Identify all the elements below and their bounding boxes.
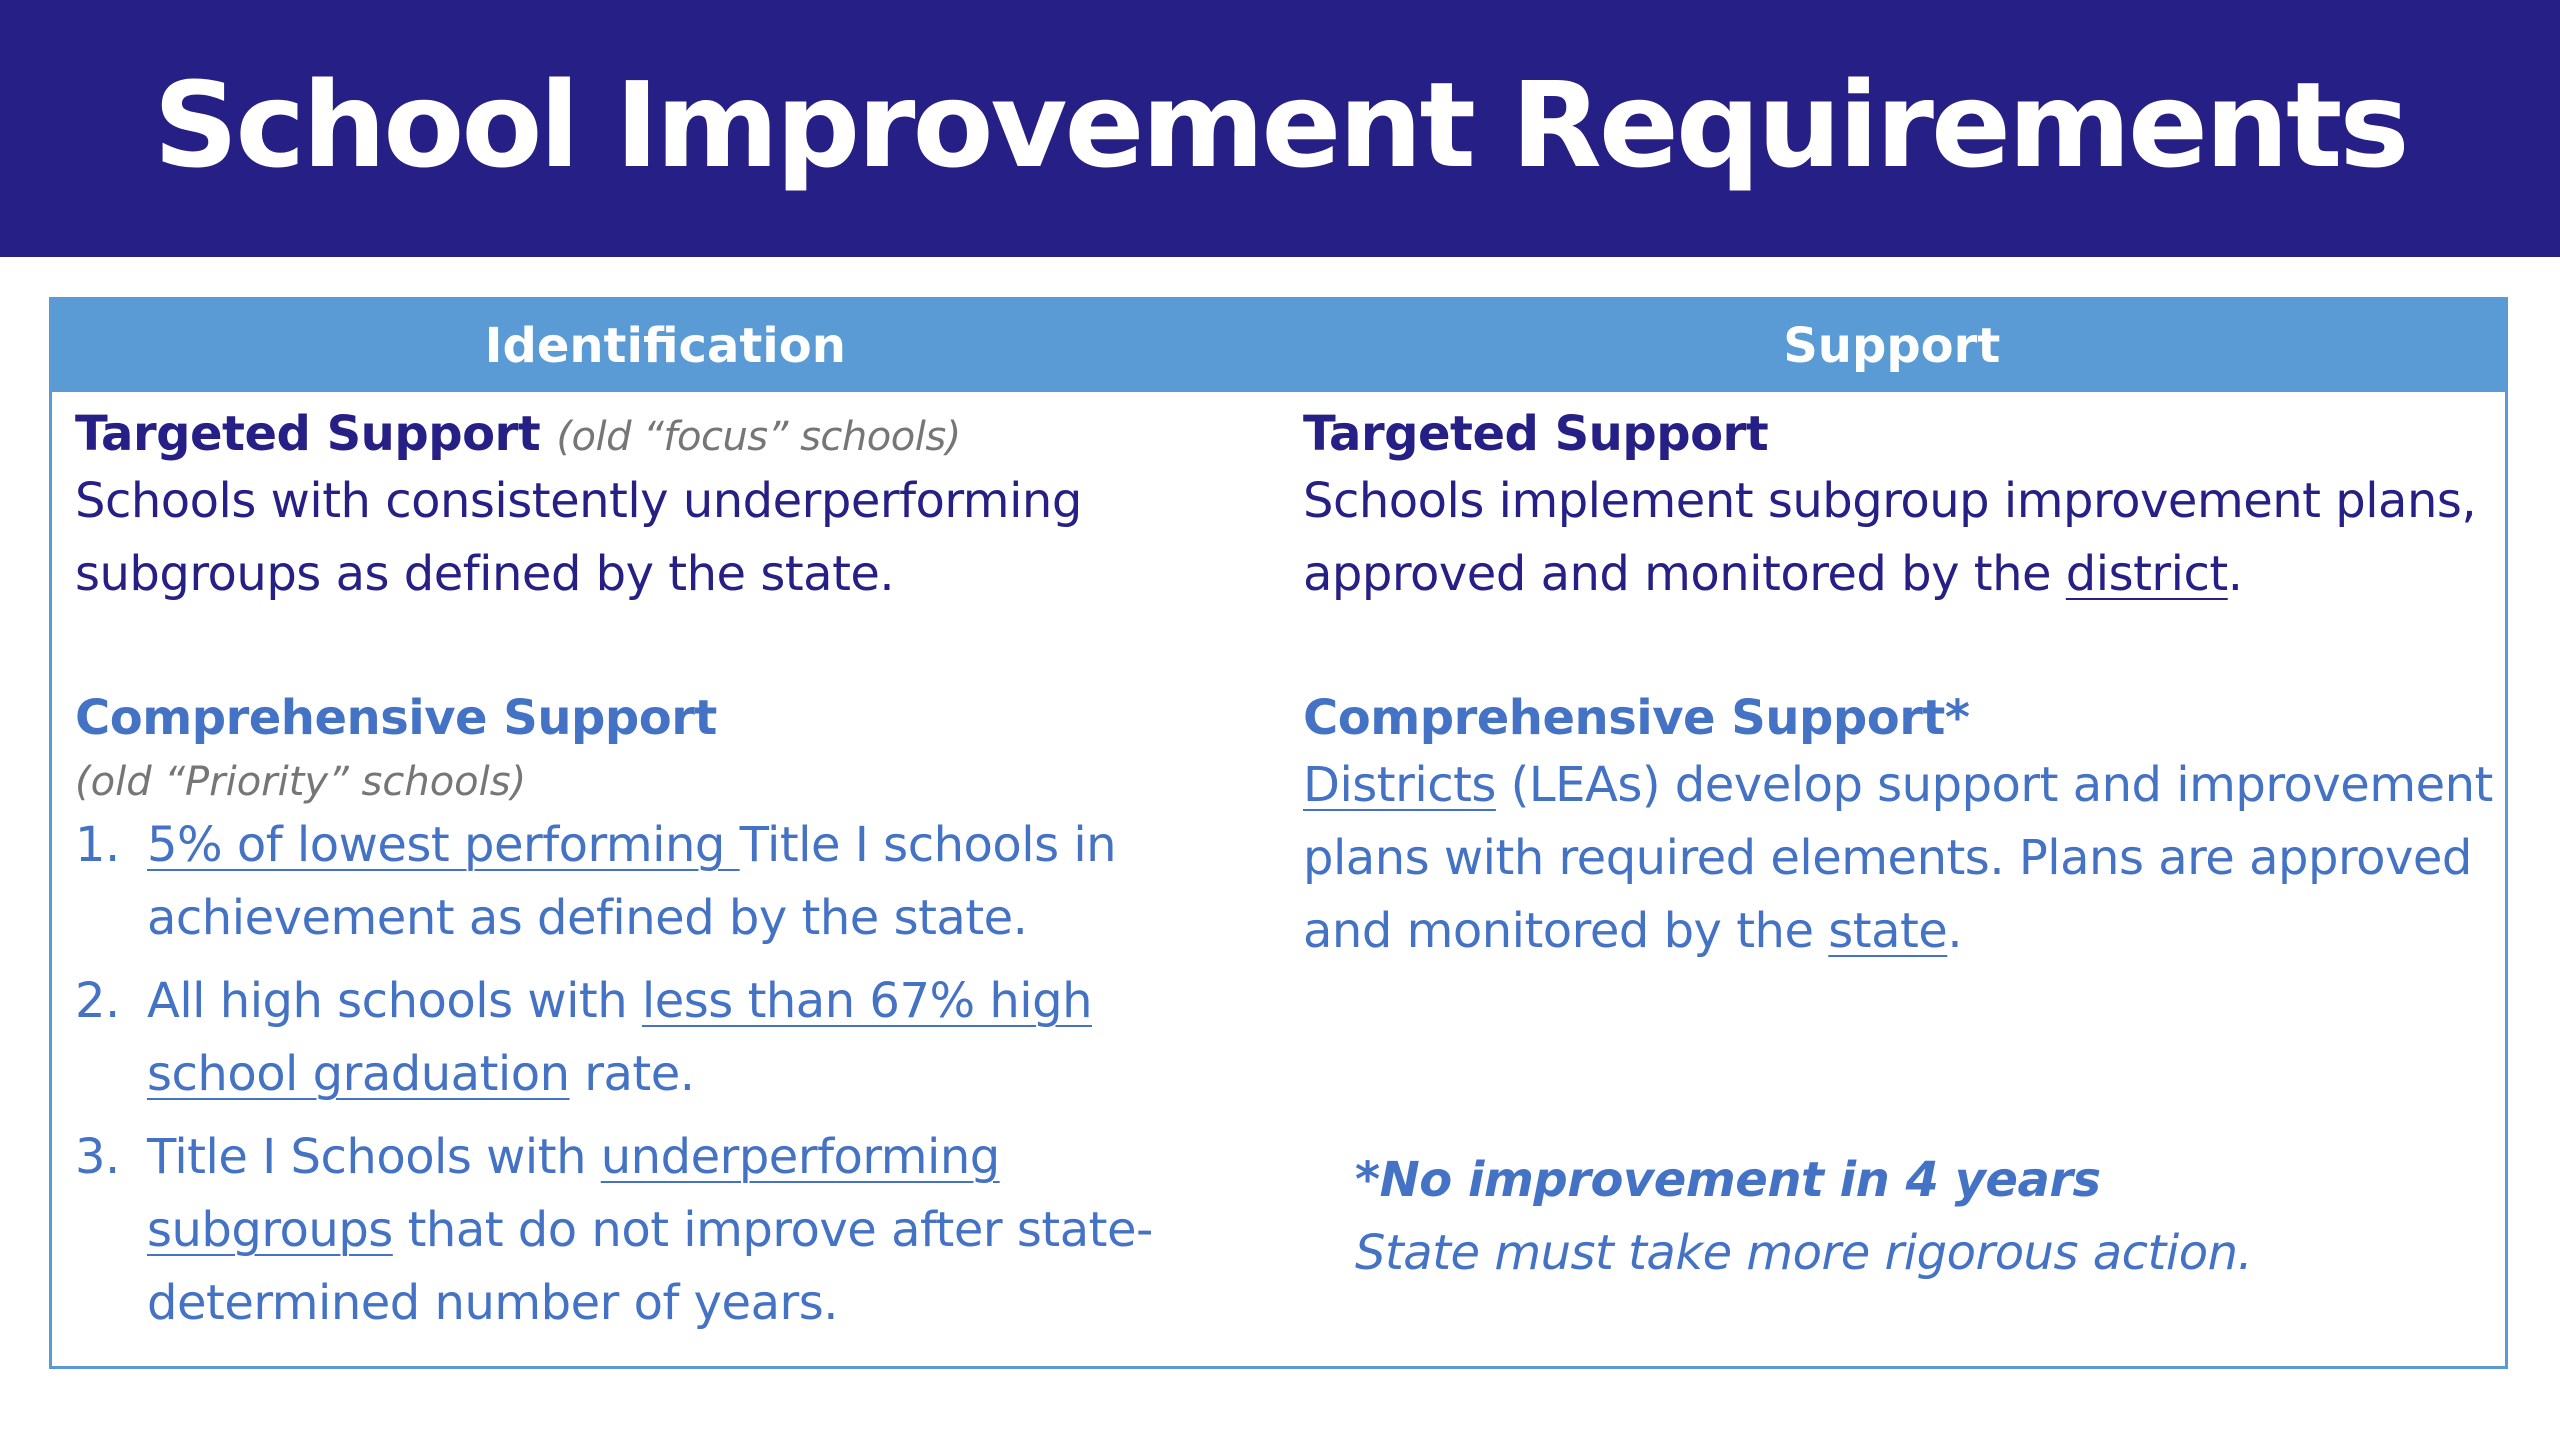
support-targeted-text: Schools implement subgroup improvement plans, approved and monitored by the district. [1303,472,2477,602]
underperforming-subgroups-link-text: underperforming subgroups [147,1128,1000,1258]
district-link-text: district [2065,545,2228,602]
list-item [75,965,1255,1111]
support-comprehensive-text: Districts (LEAs) develop support and improvement plans with required elements. Plans are approved and monitored by the state. [1303,756,2493,959]
identification-targeted-note: (old “focus” schools) [556,414,961,460]
item-text: Title I schools in achievement as defined by the state. [147,816,1117,946]
support-targeted-heading: Targeted Support [1303,406,1769,462]
column-header-identification: Identification [484,318,846,374]
requirements-table [49,297,2508,1369]
identification-targeted [75,408,1255,611]
footnote [1355,1144,2493,1290]
footnote-line-1: *No improvement in 4 years [1355,1152,2101,1208]
identification-comprehensive [75,692,1255,1350]
support-column [1303,392,2493,1366]
title-banner [0,0,2560,257]
page-title: School Improvement Requirements [153,55,2407,194]
criteria-list [75,809,1255,1340]
identification-targeted-text: Schools with consistently underperforming subgroups as defined by the state. [75,472,1082,602]
support-comprehensive-heading: Comprehensive Support* [1303,690,1970,746]
identification-comprehensive-note: (old “Priority” schools) [75,758,527,805]
item-text-end: rate. [569,1045,695,1102]
graduation-rate-link-text: less than 67% high school graduation [147,972,1092,1102]
lowest-performing-link-text: 5% of lowest performing [147,816,740,873]
list-number: 1. [75,816,120,873]
list-item [75,809,1255,955]
support-targeted [1303,408,2493,611]
support-comprehensive [1303,692,2493,968]
list-item [75,1121,1255,1340]
table-header-row [52,300,2505,392]
identification-targeted-heading: Targeted Support [75,406,541,462]
footnote-line-2: State must take more rigorous action. [1355,1225,2253,1281]
item-text: Title I Schools with [147,1128,601,1185]
identification-comprehensive-heading: Comprehensive Support [75,690,717,746]
item-text: All high schools with [147,972,642,1029]
list-number: 2. [75,972,120,1029]
item-text-end: that do not improve after state-determined number of years. [147,1201,1153,1331]
districts-link-text: Districts [1303,756,1496,813]
state-link-text: state [1828,902,1948,959]
identification-column [75,392,1255,1366]
column-header-support: Support [1783,318,2001,374]
list-number: 3. [75,1128,120,1185]
